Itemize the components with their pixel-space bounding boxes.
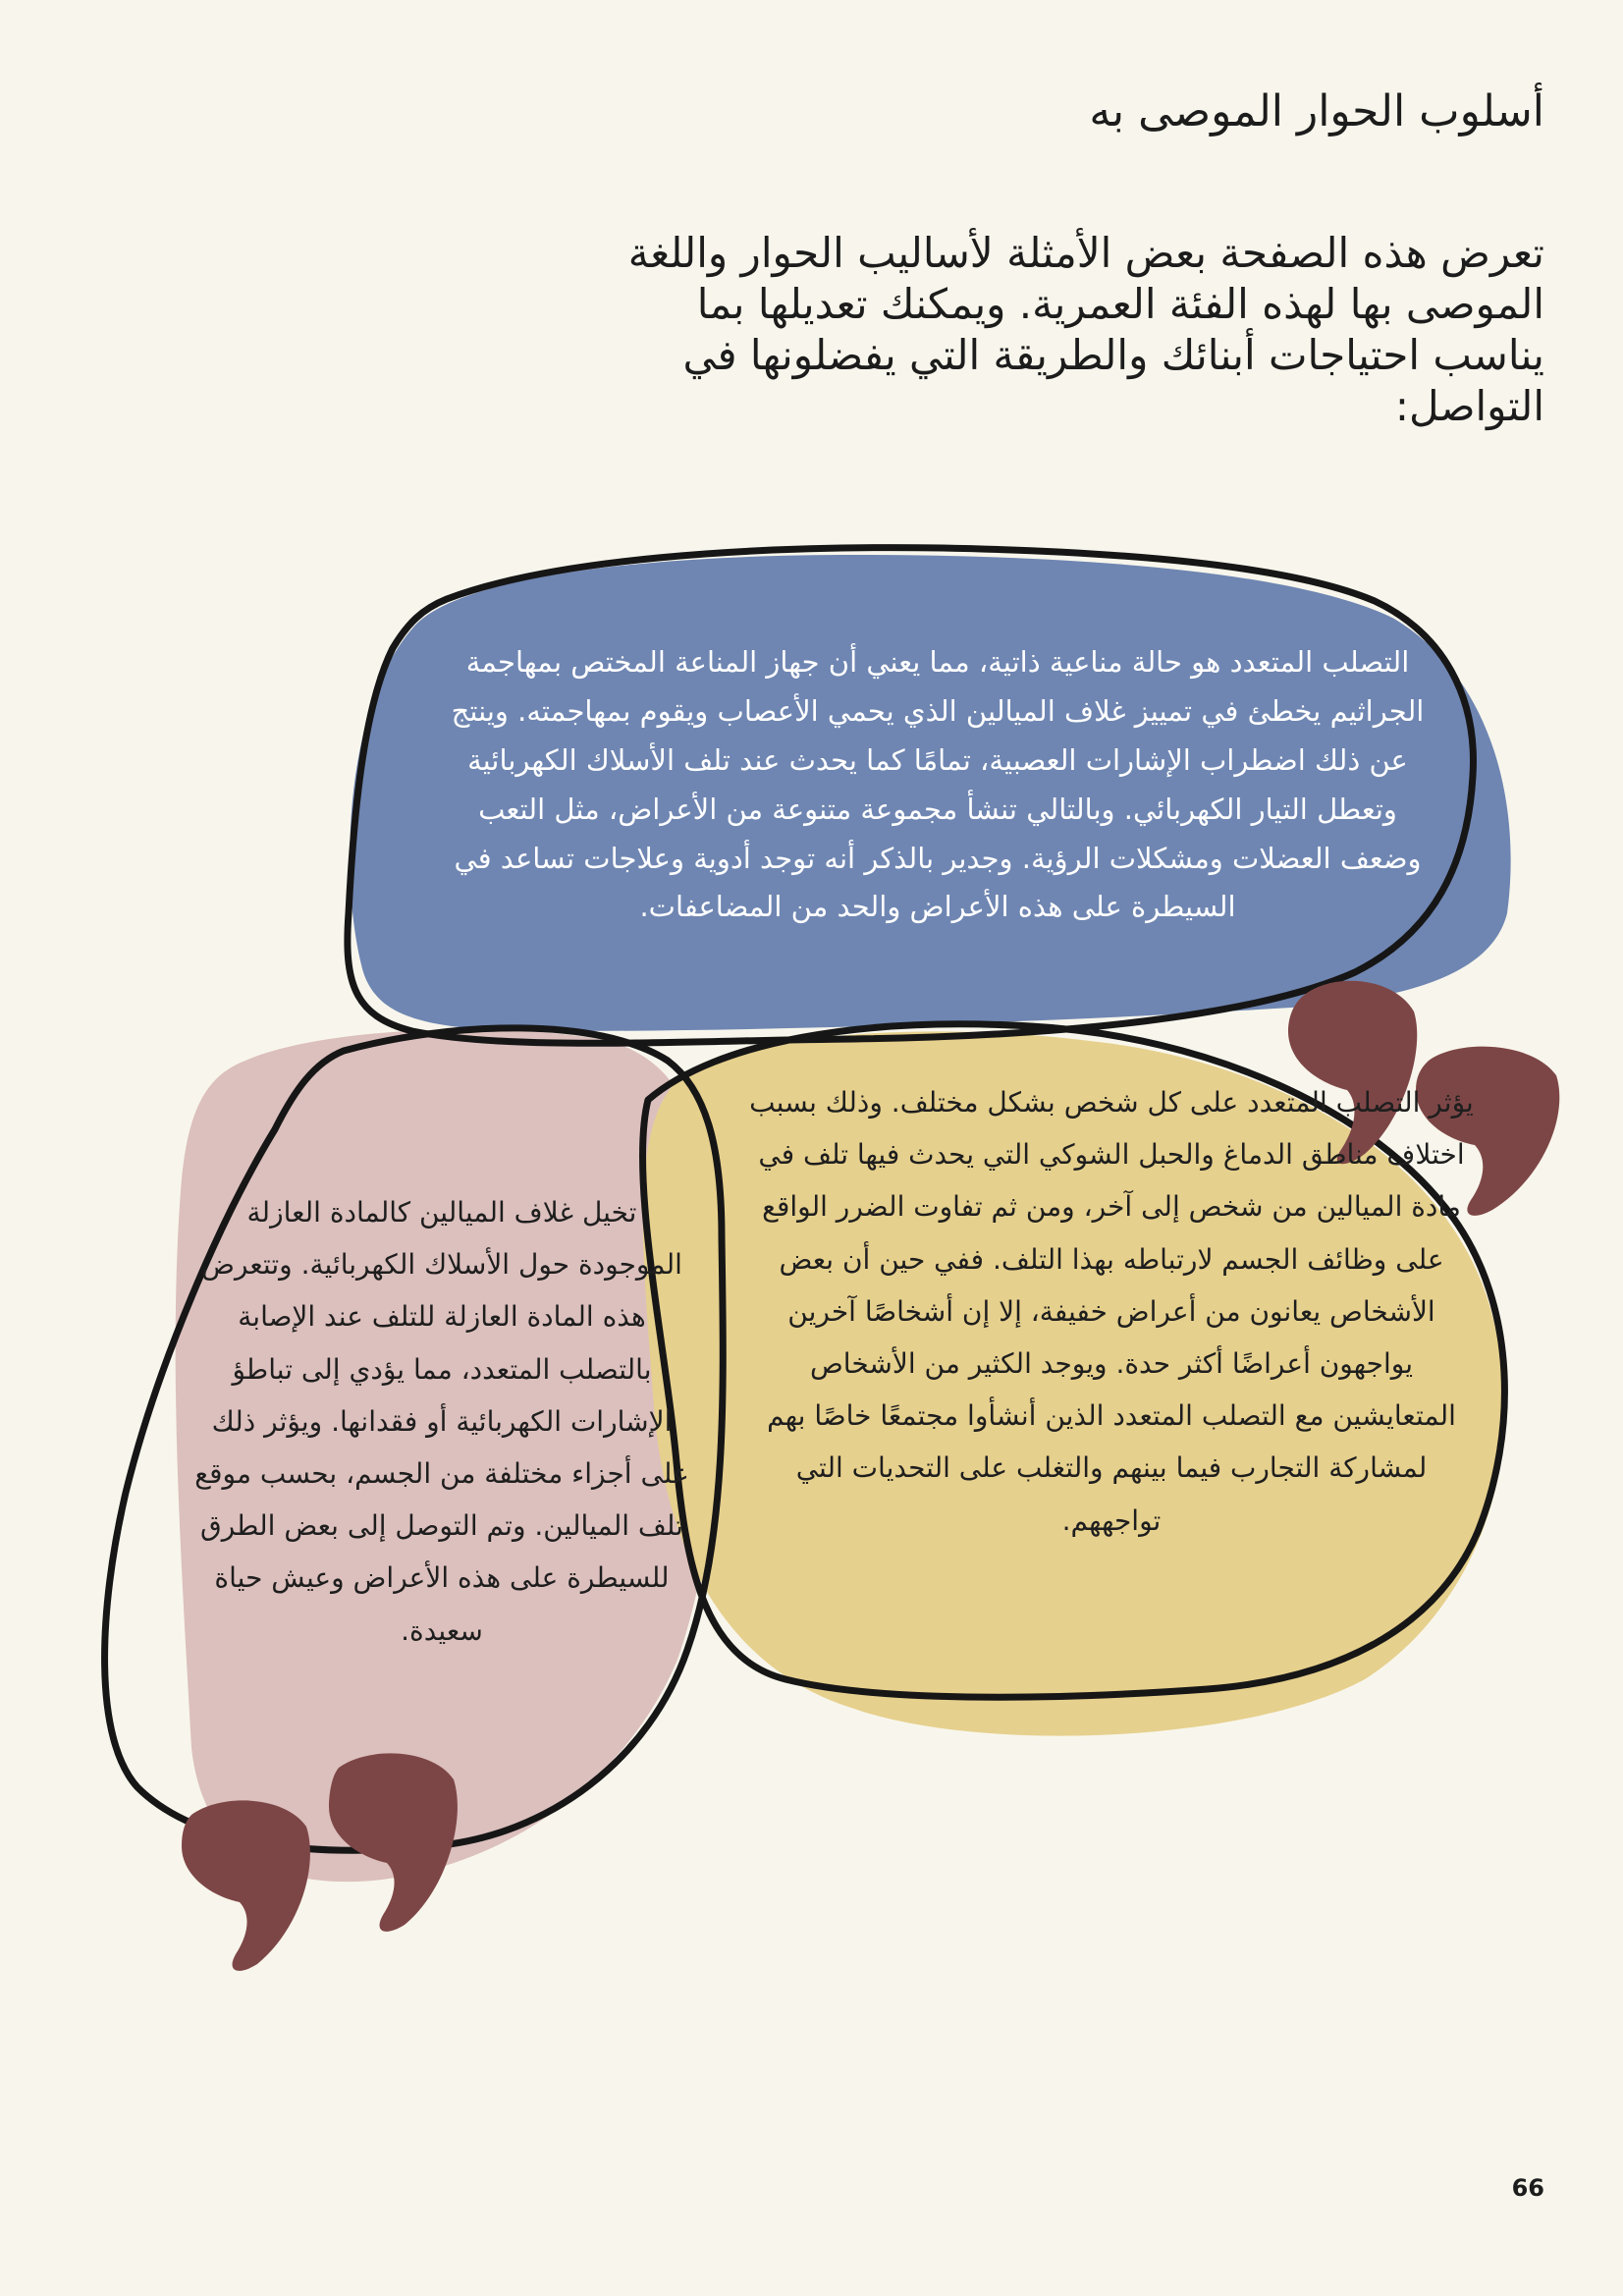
blue-bubble-text: التصلب المتعدد هو حالة مناعية ذاتية، مما يعني أن جهاز المناعة المختص بمهاجمة الجراثيم يخطئ في تمييز غلاف الميالين الذي يحمي الأعصاب ويقوم بمهاجمته. وينتج عن ذلك اضطراب الإشارات العصبية، تمامًا كما يحدث عند تلف الأسلاك الكهربائية وتعطل التيار الكهربائي. وبالتالي تنشأ مجموعة متنوعة من الأعراض، مثل التعب وضعف العضلات ومشكلات الرؤية. وجدير بالذكر أنه توجد أدوية وعلاجات تساعد في السيطرة على هذه الأعراض والحد من المضاعفات. [451, 645, 1425, 924]
intro-paragraph: تعرض هذه الصفحة بعض الأمثلة لأساليب الحوار واللغة الموصى بها لهذه الفئة العمرية. ويمكنك تعديلها بما يناسب احتياجات أبنائك والطريقة التي يفضلونها في التواصل: [627, 229, 1544, 431]
page-title: أسلوب الحوار الموصى به [1089, 86, 1544, 137]
pink-bubble-text: تخيل غلاف الميالين كالمادة العازلة الموجودة حول الأسلاك الكهربائية. وتتعرض هذه المادة العازلة للتلف عند الإصابة بالتصلب المتعدد، مما يؤدي إلى تباطؤ الإشارات الكهربائية أو فقدانها. ويؤثر ذلك على أجزاء مختلفة من الجسم، بحسب موقع تلف الميالين. وتم التوصل إلى بعض الطرق للسيطرة على هذه الأعراض وعيش حياة سعيدة. [194, 1196, 689, 1647]
page-number: 66 [1511, 2174, 1544, 2202]
yellow-bubble-text: يؤثر التصلب المتعدد على كل شخص بشكل مختلف. وذلك بسبب اختلاف مناطق الدماغ والحبل الشوكي التي يحدث فيها تلف في مادة الميالين من شخص إلى آخر، ومن ثم تفاوت الضرر الواقع على وظائف الجسم لارتباطه بهذا التلف. ففي حين أن بعض الأشخاص يعانون من أعراض خفيفة، إلا إن أشخاصًا آخرين يواجهون أعراضًا أكثر حدة. ويوجد الكثير من الأشخاص المتعايشين مع التصلب المتعدد الذين أنشأوا مجتمعًا خاصًا بهم لمشاركة التجارب فيما بينهم والتغلب على التحديات التي تواجههم. [749, 1086, 1474, 1537]
